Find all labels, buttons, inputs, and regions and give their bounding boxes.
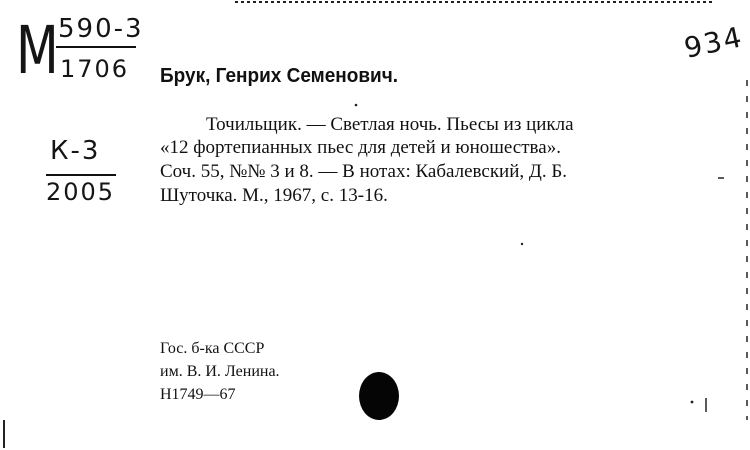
entry-line-2: «12 фортепианных пьес для детей и юношества». <box>160 137 561 158</box>
footer-line-1: Гос. б-ка СССР <box>160 340 265 357</box>
speck <box>691 401 694 404</box>
footer-line-2: им. В. И. Ленина. <box>160 363 280 380</box>
shelfmark-top: 590-3 <box>58 14 144 44</box>
ink-stamp-blot <box>359 372 399 420</box>
card-author: Брук, Генрих Семенович. <box>160 65 399 88</box>
shelfmark-bottom: 1706 <box>60 55 130 83</box>
shelfmark-letter: М <box>16 12 59 89</box>
speck <box>355 104 358 107</box>
corner-number: 934 <box>681 20 747 65</box>
inventory-bottom: 2005 <box>46 178 116 206</box>
entry-line-1: Точильщик. — Светлая ночь. Пьесы из цикла <box>206 114 574 135</box>
entry-line-4: Шуточка. М., 1967, с. 13-16. <box>160 185 388 206</box>
inventory-top: К-3 <box>50 136 101 166</box>
speck <box>521 243 523 245</box>
footer-line-3: Н1749—67 <box>160 386 236 403</box>
entry-line-3: Соч. 55, №№ 3 и 8. — В нотах: Кабалевский, Д. Б. <box>160 161 568 182</box>
